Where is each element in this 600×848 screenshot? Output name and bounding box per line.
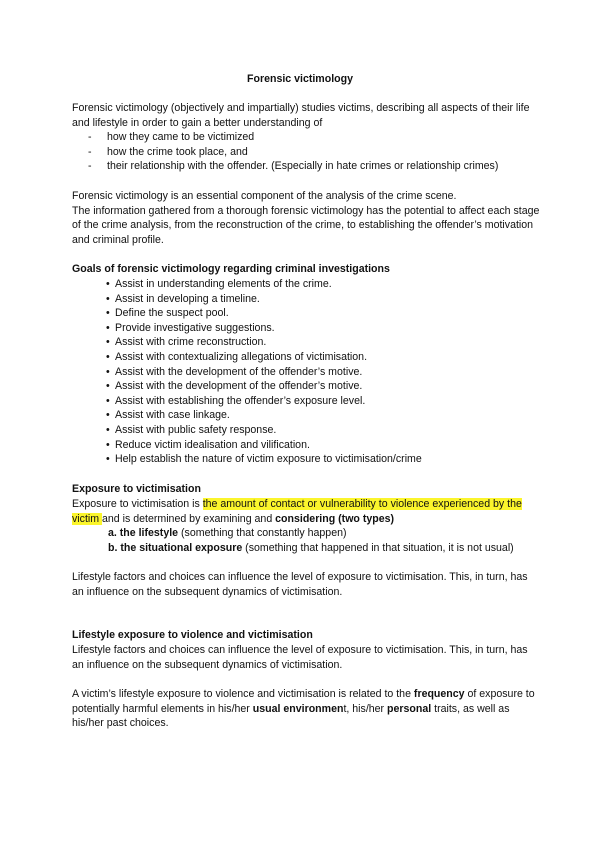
scene-analysis-paragraph (72, 189, 540, 247)
exposure-type-b (72, 541, 540, 556)
exposure-heading: Exposure to victimisation (72, 483, 201, 495)
text-run: traits, as well as his/her past choices. (72, 702, 510, 730)
bold-personal: personal (387, 702, 432, 715)
type-a-text: (something that constantly happen) (178, 527, 347, 539)
paragraph-line: Forensic victimology is an essential component of the analysis of the crime scene. (72, 190, 457, 202)
text-run: A victim’s lifestyle exposure to violence and victimisation is related to the (72, 688, 414, 700)
highlighted-definition: the amount of contact or vulnerability to violence experienced by the victim (72, 498, 522, 525)
definition-mid: and is determined by examining and (102, 512, 276, 525)
intro-paragraph: Forensic victimology (objectively and impartially) studies victims, describing all aspects of their life and lifestyle in order to gain a better understanding of (72, 102, 530, 129)
type-b-text: (something that happened in that situation, it is not usual) (242, 542, 514, 554)
lifestyle-heading: Lifestyle exposure to violence and victimisation (72, 629, 313, 641)
type-b-label: b. the situational exposure (108, 542, 243, 554)
bold-frequency: frequency (413, 688, 465, 700)
definition-start: Exposure to victimisation is (72, 498, 203, 510)
list-item: - how they came to be victimized (88, 130, 498, 145)
goal-item: • Assist with crime reconstruction. (106, 335, 422, 350)
bold-usual-environment: usual environmen (252, 702, 344, 715)
paragraph-body: The information gathered from a thorough forensic victimology has the potential to affect each stage of the crime analysis, from the reconstruction of the crime, to establishing the offender’s motivation and criminal profile. (72, 204, 540, 246)
goal-item: • Assist with establishing the offender’s exposure level. (106, 394, 422, 409)
goal-item: • Assist with public safety response. (106, 423, 422, 438)
goals-list (106, 277, 422, 467)
lifestyle-frequency-paragraph (72, 687, 540, 731)
exposure-definition (72, 497, 540, 526)
list-item: - their relationship with the offender. (Especially in hate crimes or relationship crimes) (88, 159, 498, 174)
goal-item: • Assist with contextualizing allegations of victimisation. (106, 350, 422, 365)
goal-item: • Provide investigative suggestions. (106, 321, 422, 336)
goal-item: • Assist in developing a timeline. (106, 292, 422, 307)
page-title: Forensic victimology (247, 73, 353, 85)
goal-item: • Assist with the development of the offender’s motive. (106, 365, 422, 380)
goal-item: • Help establish the nature of victim exposure to victimisation/crime (106, 452, 422, 467)
lifestyle-paragraph: Lifestyle factors and choices can influence the level of exposure to victimisation. This, in turn, has an influence on the subsequent dynamics of victimisation. (72, 644, 528, 671)
text-run: of exposure to potentially harmful elements in his/her (72, 688, 535, 715)
intro-list (88, 130, 498, 174)
goal-item: • Assist with the development of the offender’s motive. (106, 379, 422, 394)
text-run: t, his/her (343, 702, 388, 715)
exposure-type-a (72, 526, 540, 541)
exposure-closing: Lifestyle factors and choices can influence the level of exposure to victimisation. This, in turn, has an influence on the subsequent dynamics of victimisation. (72, 571, 528, 598)
goals-heading: Goals of forensic victimology regarding criminal investigations (72, 263, 390, 275)
goal-item: • Define the suspect pool. (106, 306, 422, 321)
goal-item: • Assist in understanding elements of the crime. (106, 277, 422, 292)
list-item: - how the crime took place, and (88, 145, 498, 160)
type-a-label: a. the lifestyle (108, 527, 179, 539)
definition-bold: considering (two types) (275, 512, 395, 525)
goal-item: • Assist with case linkage. (106, 408, 422, 423)
goal-item: • Reduce victim idealisation and vilification. (106, 438, 422, 453)
